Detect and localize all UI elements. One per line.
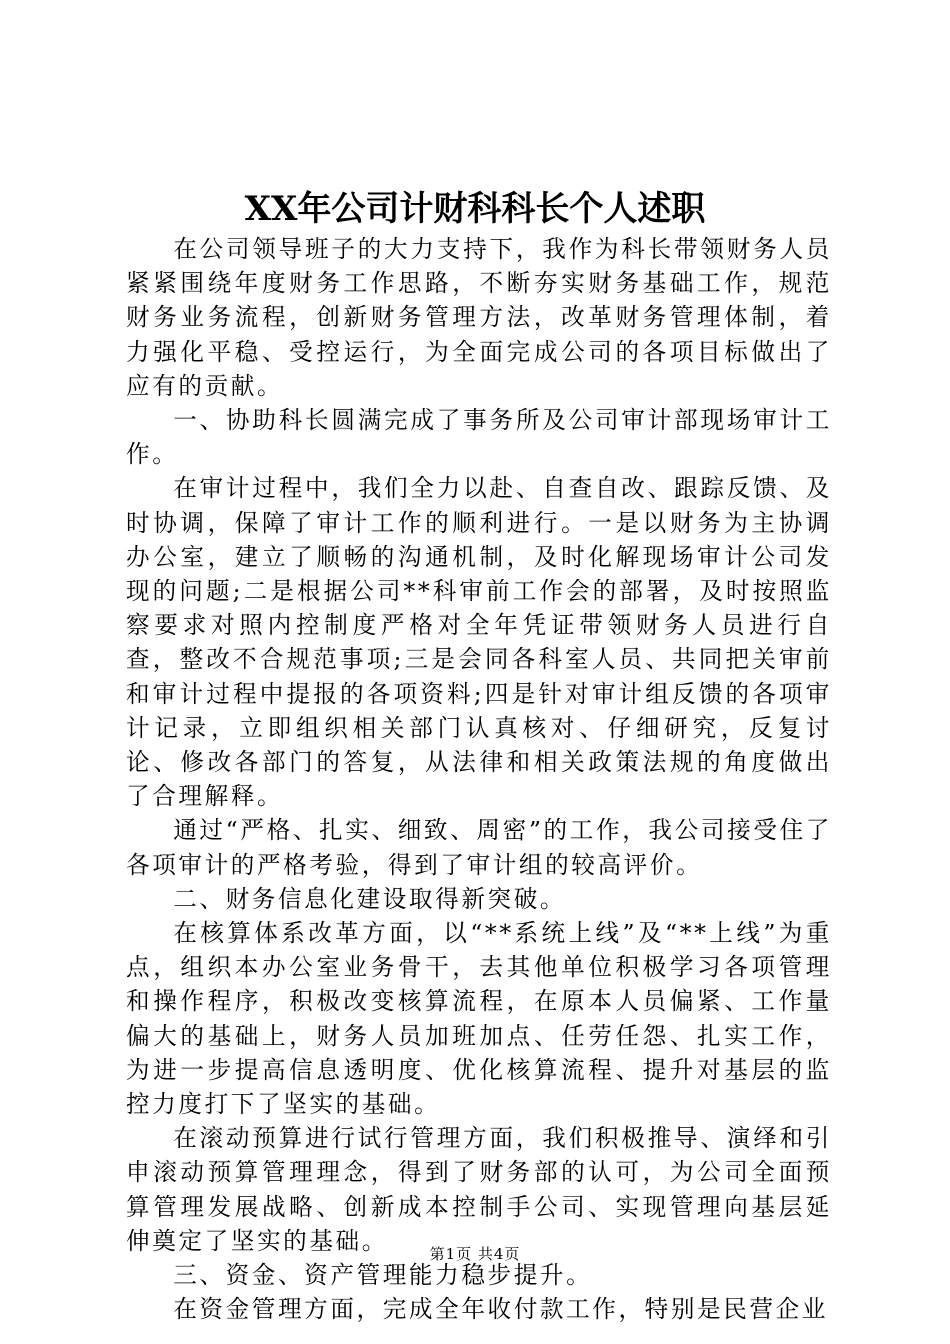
paragraph-fund-management: 在资金管理方面，完成全年收付款工作，特别是民营企业 [173,1295,829,1324]
document-title: XX年公司计财科科长个人述职 [244,189,706,229]
paragraph-accounting-reform: 在核算体系改革方面，以“**系统上线”及“**上线”为重点，组织本办公室业务骨干，去其他单位积极学习各项管理和操作程序，积极改变核算流程，在原本人员偏紧、工作量偏大的基础上，财务人员加班加点、任劳任怨、扎实工作，为进一步提高信息透明度、优化核算流程、提升对基层的监控力度打下了坚实的基础。 [126,919,832,1119]
section-heading-1: 一、协助科长圆满完成了事务所及公司审计部现场审计工作。 [126,406,832,469]
page-footer: 第1页 共4页 [429,1245,521,1263]
section-heading-2: 二、财务信息化建设取得新突破。 [173,884,567,913]
paragraph-intro: 在公司领导班子的大力支持下，我作为科长带领财务人员紧紧围绕年度财务工作思路，不断夯实财务基础工作，规范财务业务流程，创新财务管理方法，改革财务管理体制，着力强化平稳、受控运行，为全面完成公司的各项目标做出了应有的贡献。 [126,235,832,400]
paragraph-audit-process: 在审计过程中，我们全力以赴、自查自改、跟踪反馈、及时协调，保障了审计工作的顺利进行。一是以财务为主协调办公室，建立了顺畅的沟通机制，及时化解现场审计公司发现的问题;二是根据公司**科审前工作会的部署，及时按照监察要求对照内控制度严格对全年凭证带领财务人员进行自查，整改不合规范事项;三是会同各科室人员、共同把关审前和审计过程中提报的各项资料;四是针对审计组反馈的各项审计记录，立即组织相关部门认真核对、仔细研究，反复讨论、修改各部门的答复，从法律和相关政策法规的角度做出了合理解释。 [126,474,832,811]
section-heading-3: 三、资金、资产管理能力稳步提升。 [173,1261,593,1290]
paragraph-rolling-budget: 在滚动预算进行试行管理方面，我们积极推导、演绎和引申滚动预算管理理念，得到了财务部的认可，为公司全面预算管理发展战略、创新成本控制手公司、实现管理向基层延伸奠定了坚实的基础。 [126,1124,832,1255]
paragraph-audit-result: 通过“严格、扎实、细致、周密”的工作，我公司接受住了各项审计的严格考验，得到了审计组的较高评价。 [126,816,832,879]
document-body [126,232,832,1327]
